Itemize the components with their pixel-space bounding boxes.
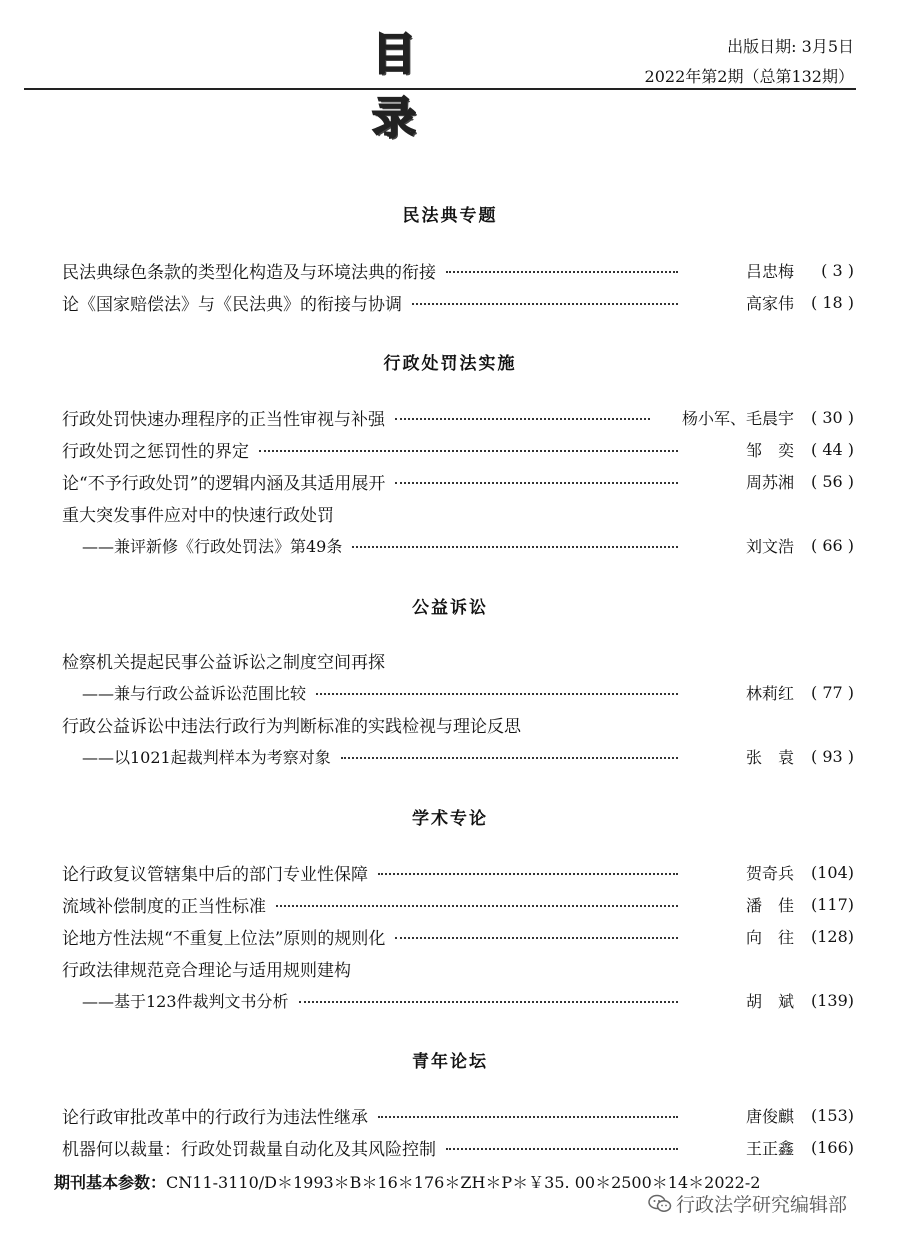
entry-page: (117) xyxy=(810,894,854,914)
toc-entry[interactable] xyxy=(62,922,854,950)
entry-page: ( 66 ) xyxy=(810,535,854,555)
entry-page: (128) xyxy=(810,926,854,946)
toc-entry-title-line[interactable]: 检察机关提起民事公益诉讼之制度空间再探 xyxy=(62,652,385,673)
leader-dots xyxy=(259,450,678,452)
leader-dots xyxy=(352,546,678,548)
leader-dots xyxy=(395,937,678,939)
toc-entry[interactable] xyxy=(62,890,854,918)
entry-page: (166) xyxy=(810,1137,854,1157)
page-title: 目 录 xyxy=(372,29,456,144)
entry-author: 邹 奕 xyxy=(745,440,794,460)
entry-page: (153) xyxy=(810,1105,854,1125)
entry-title: 行政处罚之惩罚性的界定 xyxy=(62,441,249,462)
params-value: CN11-3110/D＊1993＊B＊16＊176＊ZH＊P＊￥35. 00＊2500＊14＊2022-2 xyxy=(166,1173,761,1192)
toc-entry[interactable] xyxy=(62,858,854,886)
entry-author: 吕忠梅 xyxy=(745,261,794,281)
entry-title: 论“不予行政处罚”的逻辑内涵及其适用展开 xyxy=(62,473,386,494)
entry-title: 论行政审批改革中的行政行为违法性继承 xyxy=(62,1107,368,1128)
leader-dots xyxy=(276,905,678,907)
leader-dots xyxy=(446,1148,678,1150)
entry-author: 周苏湘 xyxy=(745,472,794,492)
entry-author: 向 往 xyxy=(745,927,794,947)
section-heading: 行政处罚法实施 xyxy=(383,354,517,374)
toc-entry[interactable] xyxy=(82,742,854,770)
toc-entry[interactable] xyxy=(62,467,854,495)
watermark-text: 行政法学研究编辑部 xyxy=(676,1194,848,1216)
entry-title: 机器何以裁量：行政处罚裁量自动化及其风险控制 xyxy=(62,1139,436,1160)
entry-title: 论行政复议管辖集中后的部门专业性保障 xyxy=(62,864,368,885)
toc-entry-title-line[interactable]: 重大突发事件应对中的快速行政处罚 xyxy=(62,505,334,526)
issue-number: 2022年第2期（总第132期） xyxy=(644,67,854,86)
entry-author: 贺奇兵 xyxy=(745,863,794,883)
toc-entry-title-line[interactable]: 行政法律规范竞合理论与适用规则建构 xyxy=(62,960,351,981)
entry-page: ( 30 ) xyxy=(810,407,854,427)
header-divider xyxy=(24,88,856,90)
leader-dots xyxy=(378,873,678,875)
entry-author: 林莉红 xyxy=(745,683,794,703)
entry-author: 唐俊麒 xyxy=(745,1106,794,1126)
toc-entry[interactable] xyxy=(62,403,854,431)
entry-subtitle: ——基于123件裁判文书分析 xyxy=(82,991,289,1011)
watermark xyxy=(648,1190,847,1217)
toc-entry-title-line[interactable]: 行政公益诉讼中违法行政行为判断标准的实践检视与理论反思 xyxy=(62,716,521,737)
entry-page: (139) xyxy=(810,990,854,1010)
publish-date: 出版日期: 3月5日 xyxy=(727,37,854,56)
entry-author: 高家伟 xyxy=(745,293,794,313)
entry-title: 民法典绿色条款的类型化构造及与环境法典的衔接 xyxy=(62,262,436,283)
entry-title: 论地方性法规“不重复上位法”原则的规则化 xyxy=(62,928,386,949)
entry-title: 论《国家赔偿法》与《民法典》的衔接与协调 xyxy=(62,294,402,315)
entry-author: 刘文浩 xyxy=(745,536,794,556)
leader-dots xyxy=(341,757,678,759)
entry-title: 流域补偿制度的正当性标准 xyxy=(62,896,266,917)
entry-author: 王正鑫 xyxy=(745,1138,794,1158)
toc-entry[interactable] xyxy=(62,256,854,284)
section-heading: 民法典专题 xyxy=(402,206,498,226)
entry-page: ( 56 ) xyxy=(810,471,854,491)
leader-dots xyxy=(378,1116,678,1118)
toc-entry[interactable] xyxy=(82,986,854,1014)
leader-dots xyxy=(395,482,678,484)
section-heading: 公益诉讼 xyxy=(412,598,488,618)
toc-entry[interactable] xyxy=(62,1101,854,1129)
leader-dots xyxy=(299,1001,678,1003)
wechat-icon xyxy=(648,1194,672,1214)
entry-author: 胡 斌 xyxy=(745,991,794,1011)
section-heading: 学术专论 xyxy=(412,809,488,829)
entry-page: ( 93 ) xyxy=(810,746,854,766)
entry-author: 潘 佳 xyxy=(745,895,794,915)
entry-author: 杨小军、毛晨宇 xyxy=(681,408,794,428)
entry-subtitle: ——兼与行政公益诉讼范围比较 xyxy=(82,683,307,703)
entry-title: 行政处罚快速办理程序的正当性审视与补强 xyxy=(62,409,385,430)
toc-entry[interactable] xyxy=(62,1133,854,1161)
entry-page: ( 44 ) xyxy=(810,439,854,459)
entry-author: 张 袁 xyxy=(745,747,794,767)
entry-page: ( 77 ) xyxy=(810,682,854,702)
entry-page: ( 3 ) xyxy=(821,260,854,280)
entry-subtitle: ——兼评新修《行政处罚法》第49条 xyxy=(82,536,343,556)
toc-entry[interactable] xyxy=(82,531,854,559)
entry-subtitle: ——以1021起裁判样本为考察对象 xyxy=(82,747,331,767)
toc-entry[interactable] xyxy=(82,678,854,706)
entry-page: (104) xyxy=(810,862,854,882)
params-label: 期刊基本参数： xyxy=(54,1173,167,1192)
leader-dots xyxy=(316,693,678,695)
leader-dots xyxy=(446,271,678,273)
leader-dots xyxy=(412,303,678,305)
section-heading: 青年论坛 xyxy=(412,1052,488,1072)
entry-page: ( 18 ) xyxy=(810,292,854,312)
leader-dots xyxy=(395,418,650,420)
toc-entry[interactable] xyxy=(62,435,854,463)
toc-entry[interactable] xyxy=(62,288,854,316)
